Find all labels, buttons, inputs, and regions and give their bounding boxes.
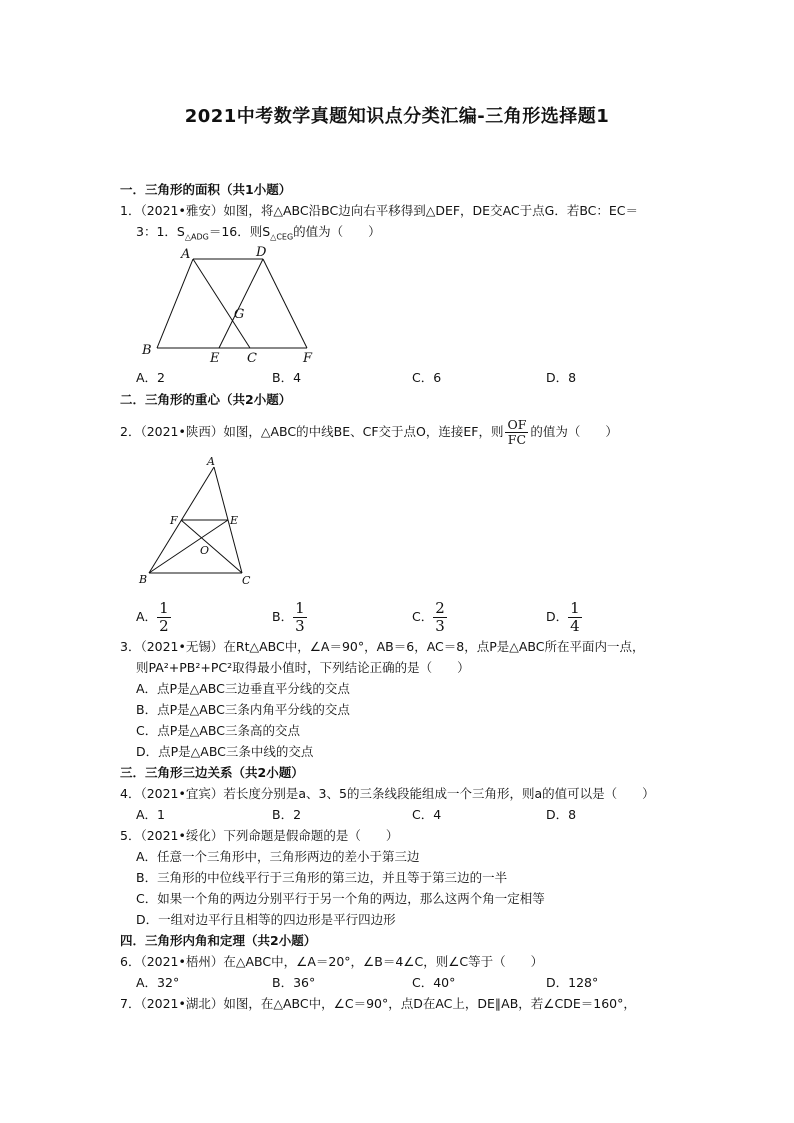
q2-segment-ac bbox=[214, 467, 242, 573]
q2-label-b: B bbox=[139, 573, 148, 586]
section-heading-2: 二．三角形的重心（共2小题） bbox=[120, 392, 292, 407]
q2-option-d: D． $\frac{1}{4}$ bbox=[546, 599, 580, 635]
q2-option-c: C． $\frac{2}{3}$ bbox=[412, 599, 445, 635]
q1-option-d: D．8 bbox=[546, 370, 577, 385]
q5-option-b: B．三角形的中位线平行于三角形的第三边，并且等于第三边的一半 bbox=[136, 870, 508, 885]
q1-option-a: A．2 bbox=[136, 370, 166, 385]
q2-label-f: F bbox=[170, 514, 178, 527]
q2-option-a: A． $\frac{1}{2}$ bbox=[136, 599, 169, 635]
q4-option-b: B．2 bbox=[272, 807, 302, 822]
q3-stem-line2: 则PA²+PB²+PC²取得最小值时，下列结论正确的是（ ） bbox=[136, 660, 470, 675]
q2-label-e: E bbox=[230, 514, 239, 527]
q1-label-g: G bbox=[234, 307, 245, 322]
q1-segment-ac bbox=[193, 259, 250, 348]
q1-segment-ab bbox=[157, 259, 193, 348]
section-heading-1: 一．三角形的面积（共1小题） bbox=[120, 182, 292, 197]
q1-segment-df bbox=[263, 259, 307, 348]
q6-option-c: C．40° bbox=[412, 975, 456, 990]
q6-option-d: D．128° bbox=[546, 975, 599, 990]
q4-option-c: C．4 bbox=[412, 807, 442, 822]
q2-label-a: A bbox=[207, 455, 215, 468]
q1-label-f: F bbox=[303, 351, 313, 366]
q1-segment-de bbox=[219, 259, 263, 348]
q1-stem-line2: 3：1．$S_{\triangle ADG}=16$．则$S_{\triangle CEG}$的值为（ ） bbox=[136, 224, 381, 242]
q1-label-e: E bbox=[210, 351, 220, 366]
q6-option-a: A．32° bbox=[136, 975, 180, 990]
q5-option-c: C．如果一个角的两边分别平行于另一个角的两边，那么这两个角一定相等 bbox=[136, 891, 545, 906]
q2-stem: 2．（2021•陕西）如图，△ABC的中线BE、CF交于点O，连接EF，则 $\frac{OF}{FC}$ 的值为（ ） bbox=[120, 417, 618, 447]
section-heading-3: 三．三角形三边关系（共2小题） bbox=[120, 765, 304, 780]
q5-option-a: A．任意一个三角形中，三角形两边的差小于第三边 bbox=[136, 849, 420, 864]
q5-option-d: D．一组对边平行且相等的四边形是平行四边形 bbox=[136, 912, 396, 927]
page-title: 2021中考数学真题知识点分类汇编-三角形选择题1 bbox=[184, 106, 610, 127]
q3-stem-line1: 3．（2021•无锡）在Rt△ABC中，∠A＝90°，AB＝6，AC＝8，点P是△ABC所在平面内一点， bbox=[120, 639, 645, 654]
q2-option-b: B． $\frac{1}{3}$ bbox=[272, 599, 305, 635]
q5-stem: 5．（2021•绥化）下列命题是假命题的是（ ） bbox=[120, 828, 399, 843]
q3-option-a: A．点P是△ABC三边垂直平分线的交点 bbox=[136, 681, 350, 696]
q2-median-be bbox=[149, 520, 228, 573]
q4-stem: 4．（2021•宜宾）若长度分别是a、3、5的三条线段能组成一个三角形，则a的值可以是（ ） bbox=[120, 786, 655, 801]
q6-stem: 6．（2021•梧州）在△ABC中，∠A＝20°，∠B＝4∠C，则∠C等于（ ） bbox=[120, 954, 544, 969]
q1-stem-line1: 1．（2021•雅安）如图，将△ABC沿BC边向右平移得到△DEF，DE交AC于点G．若BC：EC＝ bbox=[120, 203, 639, 218]
q1-label-c: C bbox=[247, 351, 257, 366]
q3-option-c: C．点P是△ABC三条高的交点 bbox=[136, 723, 301, 738]
q6-option-b: B．36° bbox=[272, 975, 316, 990]
q7-stem: 7．（2021•湖北）如图，在△ABC中，∠C＝90°，点D在AC上，DE∥AB，若∠CDE＝160°， bbox=[120, 996, 636, 1011]
q2-label-c: C bbox=[242, 574, 251, 587]
q1-label-d: D bbox=[256, 245, 267, 260]
section-heading-4: 四．三角形内角和定理（共2小题） bbox=[120, 933, 317, 948]
q1-option-c: C．6 bbox=[412, 370, 442, 385]
q3-option-b: B．点P是△ABC三条内角平分线的交点 bbox=[136, 702, 350, 717]
q4-option-a: A．1 bbox=[136, 807, 166, 822]
q2-median-cf bbox=[181, 520, 242, 573]
q2-segment-ab bbox=[149, 467, 214, 573]
q3-option-d: D．点P是△ABC三条中线的交点 bbox=[136, 744, 314, 759]
q1-label-a: A bbox=[181, 247, 191, 262]
q1-option-b: B．4 bbox=[272, 370, 302, 385]
q4-option-d: D．8 bbox=[546, 807, 577, 822]
q2-label-o: O bbox=[200, 544, 210, 557]
q1-label-b: B bbox=[142, 343, 152, 358]
